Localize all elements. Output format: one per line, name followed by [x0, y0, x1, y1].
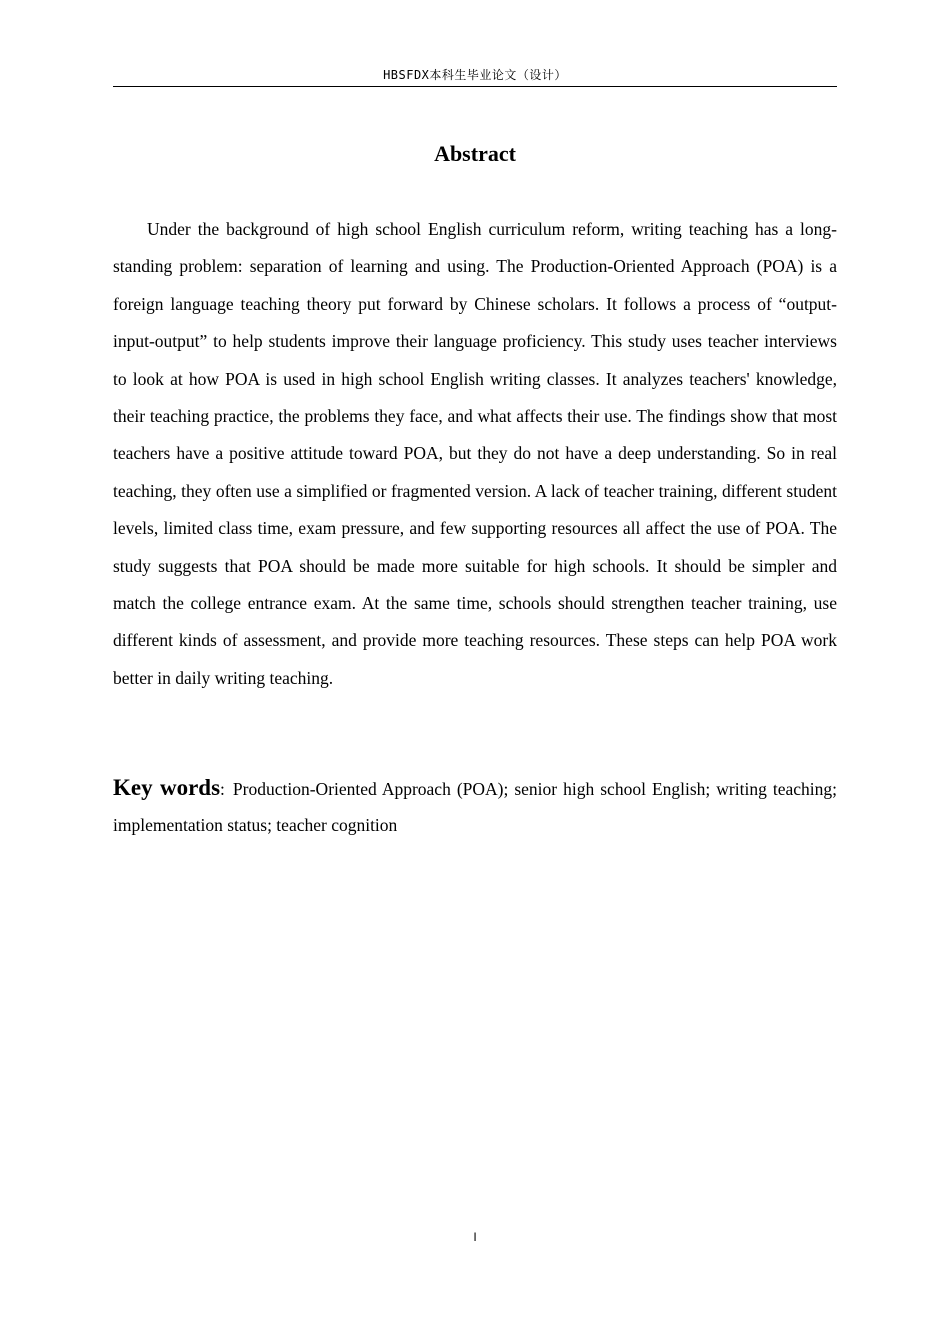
keywords-text: Production-Oriented Approach (POA); senior high school English; writing teaching; implementation status; teacher cognition [113, 779, 837, 835]
keywords-colon: : [220, 779, 225, 799]
abstract-paragraph: Under the background of high school English curriculum reform, writing teaching has a long-standing problem: separation of learning and using. The Production-Oriented Approach (POA) is a foreign language teaching theory put forward by Chinese scholars. It follows a process of “output-input-output” to help students improve their language proficiency. This study uses teacher interviews to look at how POA is used in high school English writing classes. It analyzes teachers' knowledge, their teaching practice, the problems they face, and what affects their use. The findings show that most teachers have a positive attitude toward POA, but they do not have a deep understanding. So in real teaching, they often use a simplified or fragmented version. A lack of teacher training, different student levels, limited class time, exam pressure, and few supporting resources all affect the use of POA. The study suggests that POA should be made more suitable for high schools. It should be simpler and match the college entrance exam. At the same time, schools should strengthen teacher training, use different kinds of assessment, and provide more teaching resources. These steps can help POA work better in daily writing teaching. [113, 219, 837, 688]
page-number: I [473, 1230, 477, 1244]
keywords-section [113, 770, 837, 843]
page-title: Abstract [434, 141, 516, 166]
keywords-label: Key words [113, 775, 221, 800]
header-text: HBSFDX本科生毕业论文（设计） [383, 68, 567, 82]
page-header [113, 66, 837, 87]
